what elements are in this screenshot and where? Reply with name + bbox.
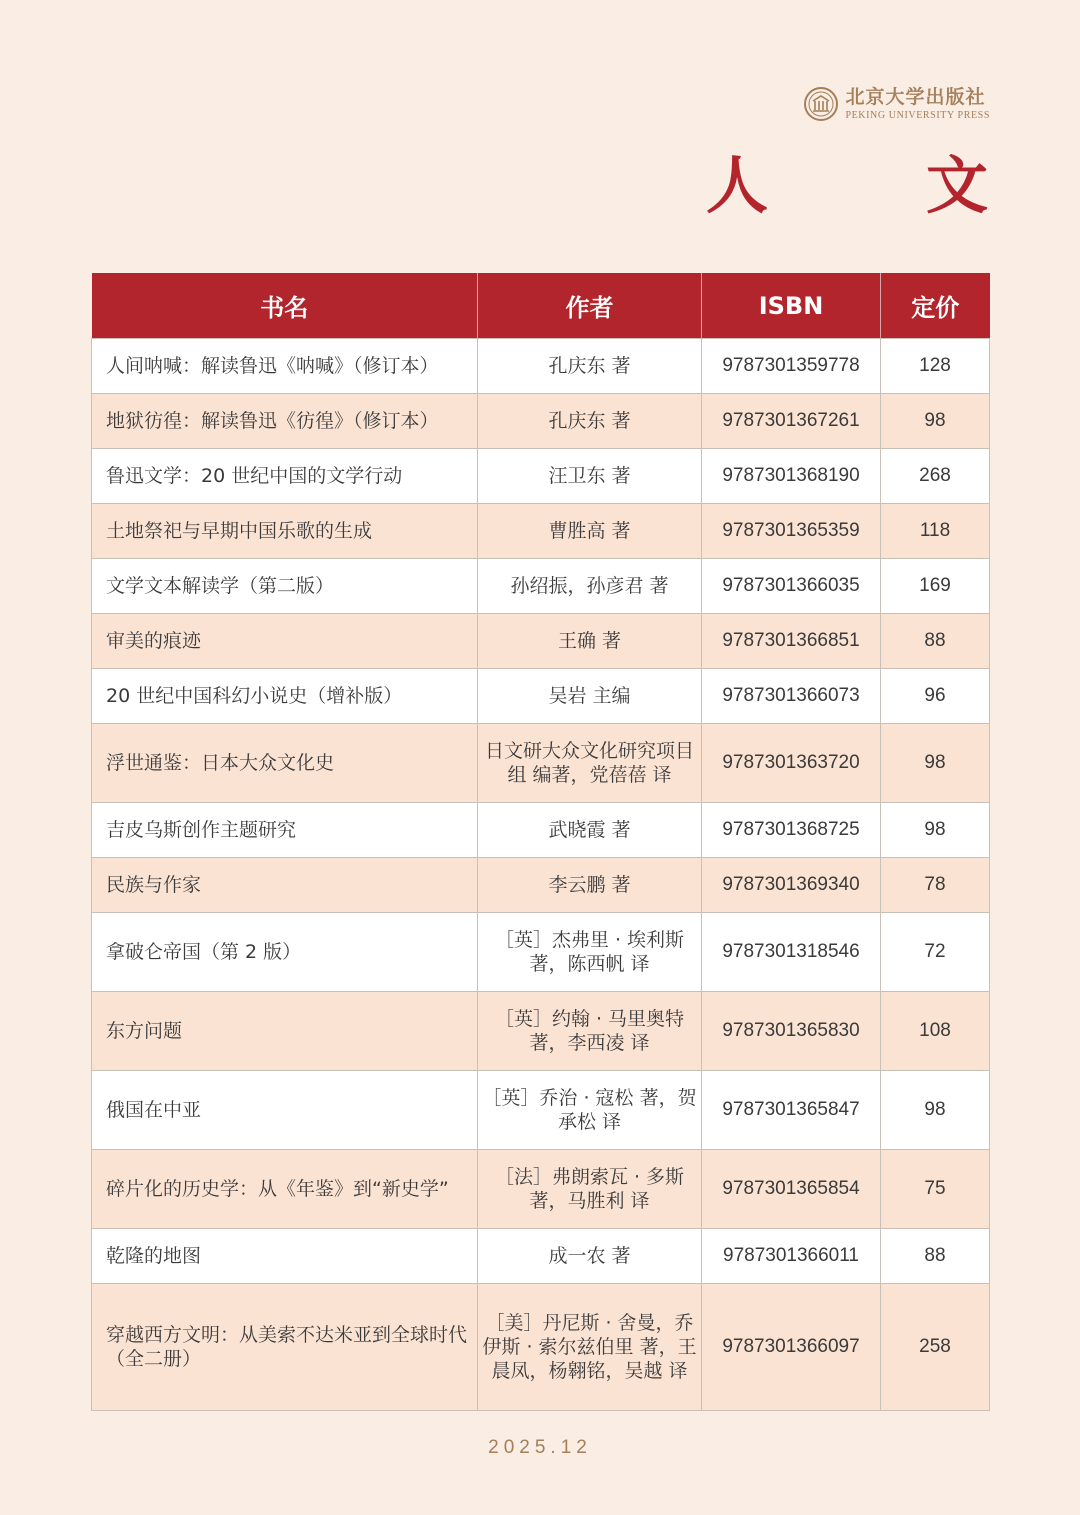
table-row (92, 803, 990, 858)
book-author-cell: 李云鹏 著 (478, 858, 702, 913)
header-isbn: ISBN (702, 273, 881, 339)
header-title: 书名 (92, 273, 478, 339)
table-row (92, 1229, 990, 1284)
table-row (92, 913, 990, 992)
page-title: 人 文 (705, 149, 1036, 222)
book-price-cell: 169 (881, 559, 990, 614)
table-row (92, 992, 990, 1071)
book-title-cell: 俄国在中亚 (92, 1071, 478, 1150)
book-price-cell: 88 (881, 1229, 990, 1284)
book-author-cell: ［英］约翰 · 马里奥特 著，李西凌 译 (478, 992, 702, 1071)
footer-date: 2025.12 (488, 1437, 592, 1458)
book-author-cell: 孔庆东 著 (478, 394, 702, 449)
book-author-cell: 成一农 著 (478, 1229, 702, 1284)
book-price-cell: 96 (881, 669, 990, 724)
book-price-cell: 98 (881, 724, 990, 803)
table-row (92, 1071, 990, 1150)
book-price-cell: 98 (881, 394, 990, 449)
book-isbn-cell: 9787301365854 (702, 1150, 881, 1229)
book-author-cell: ［法］弗朗索瓦 · 多斯 著，马胜利 译 (478, 1150, 702, 1229)
book-author-cell: 吴岩 主编 (478, 669, 702, 724)
book-author-cell: 孔庆东 著 (478, 339, 702, 394)
book-isbn-cell: 9787301365359 (702, 504, 881, 559)
table-row (92, 1150, 990, 1229)
book-table (91, 273, 990, 1411)
book-author-cell: ［英］杰弗里 · 埃利斯 著，陈西帆 译 (478, 913, 702, 992)
book-price-cell: 268 (881, 449, 990, 504)
table-row (92, 504, 990, 559)
book-isbn-cell: 9787301367261 (702, 394, 881, 449)
book-isbn-cell: 9787301366851 (702, 614, 881, 669)
publisher-logo (803, 86, 990, 122)
book-isbn-cell: 9787301369340 (702, 858, 881, 913)
peking-university-emblem-icon (803, 86, 839, 122)
table-row (92, 858, 990, 913)
book-title-cell: 碎片化的历史学：从《年鉴》到“新史学” (92, 1150, 478, 1229)
book-title-cell: 鲁迅文学：20 世纪中国的文学行动 (92, 449, 478, 504)
book-isbn-cell: 9787301363720 (702, 724, 881, 803)
book-author-cell: 武晓霞 著 (478, 803, 702, 858)
header-price: 定价 (881, 273, 990, 339)
book-author-cell: 汪卫东 著 (478, 449, 702, 504)
book-title-cell: 审美的痕迹 (92, 614, 478, 669)
book-title-cell: 文学文本解读学（第二版） (92, 559, 478, 614)
book-isbn-cell: 9787301359778 (702, 339, 881, 394)
book-title-cell: 东方问题 (92, 992, 478, 1071)
book-price-cell: 108 (881, 992, 990, 1071)
book-author-cell: ［英］乔治 · 寇松 著，贺承松 译 (478, 1071, 702, 1150)
book-title-cell: 浮世通鉴：日本大众文化史 (92, 724, 478, 803)
table-row (92, 1284, 990, 1411)
table-row (92, 339, 990, 394)
book-price-cell: 98 (881, 1071, 990, 1150)
book-author-cell: 曹胜高 著 (478, 504, 702, 559)
book-price-cell: 128 (881, 339, 990, 394)
book-isbn-cell: 9787301365830 (702, 992, 881, 1071)
book-price-cell: 72 (881, 913, 990, 992)
book-title-cell: 穿越西方文明：从美索不达米亚到全球时代（全二册） (92, 1284, 478, 1411)
book-isbn-cell: 9787301368725 (702, 803, 881, 858)
table-row (92, 394, 990, 449)
publisher-name-en: PEKING UNIVERSITY PRESS (845, 109, 990, 121)
book-price-cell: 88 (881, 614, 990, 669)
book-price-cell: 75 (881, 1150, 990, 1229)
book-price-cell: 118 (881, 504, 990, 559)
table-row (92, 724, 990, 803)
book-title-cell: 土地祭祀与早期中国乐歌的生成 (92, 504, 478, 559)
book-isbn-cell: 9787301366011 (702, 1229, 881, 1284)
book-title-cell: 拿破仑帝国（第 2 版） (92, 913, 478, 992)
book-title-cell: 地狱彷徨：解读鲁迅《彷徨》（修订本） (92, 394, 478, 449)
table-header-row (92, 273, 990, 339)
publisher-name-cn: 北京大学出版社 (845, 85, 986, 108)
book-price-cell: 258 (881, 1284, 990, 1411)
table-row (92, 614, 990, 669)
book-isbn-cell: 9787301366073 (702, 669, 881, 724)
book-title-cell: 人间呐喊：解读鲁迅《呐喊》（修订本） (92, 339, 478, 394)
book-author-cell: 日文研大众文化研究项目组 编著，党蓓蓓 译 (478, 724, 702, 803)
table-row (92, 559, 990, 614)
book-isbn-cell: 9787301366097 (702, 1284, 881, 1411)
book-isbn-cell: 9787301368190 (702, 449, 881, 504)
book-author-cell: 王确 著 (478, 614, 702, 669)
header-author: 作者 (478, 273, 702, 339)
book-title-cell: 民族与作家 (92, 858, 478, 913)
book-author-cell: ［美］丹尼斯 · 舍曼，乔伊斯 · 索尔兹伯里 著，王晨凤，杨翱铭，吴越 译 (478, 1284, 702, 1411)
book-title-cell: 吉皮乌斯创作主题研究 (92, 803, 478, 858)
book-isbn-cell: 9787301366035 (702, 559, 881, 614)
book-author-cell: 孙绍振，孙彦君 著 (478, 559, 702, 614)
book-isbn-cell: 9787301365847 (702, 1071, 881, 1150)
book-title-cell: 乾隆的地图 (92, 1229, 478, 1284)
book-price-cell: 78 (881, 858, 990, 913)
book-title-cell: 20 世纪中国科幻小说史（增补版） (92, 669, 478, 724)
table-row (92, 449, 990, 504)
table-row (92, 669, 990, 724)
book-price-cell: 98 (881, 803, 990, 858)
book-isbn-cell: 9787301318546 (702, 913, 881, 992)
